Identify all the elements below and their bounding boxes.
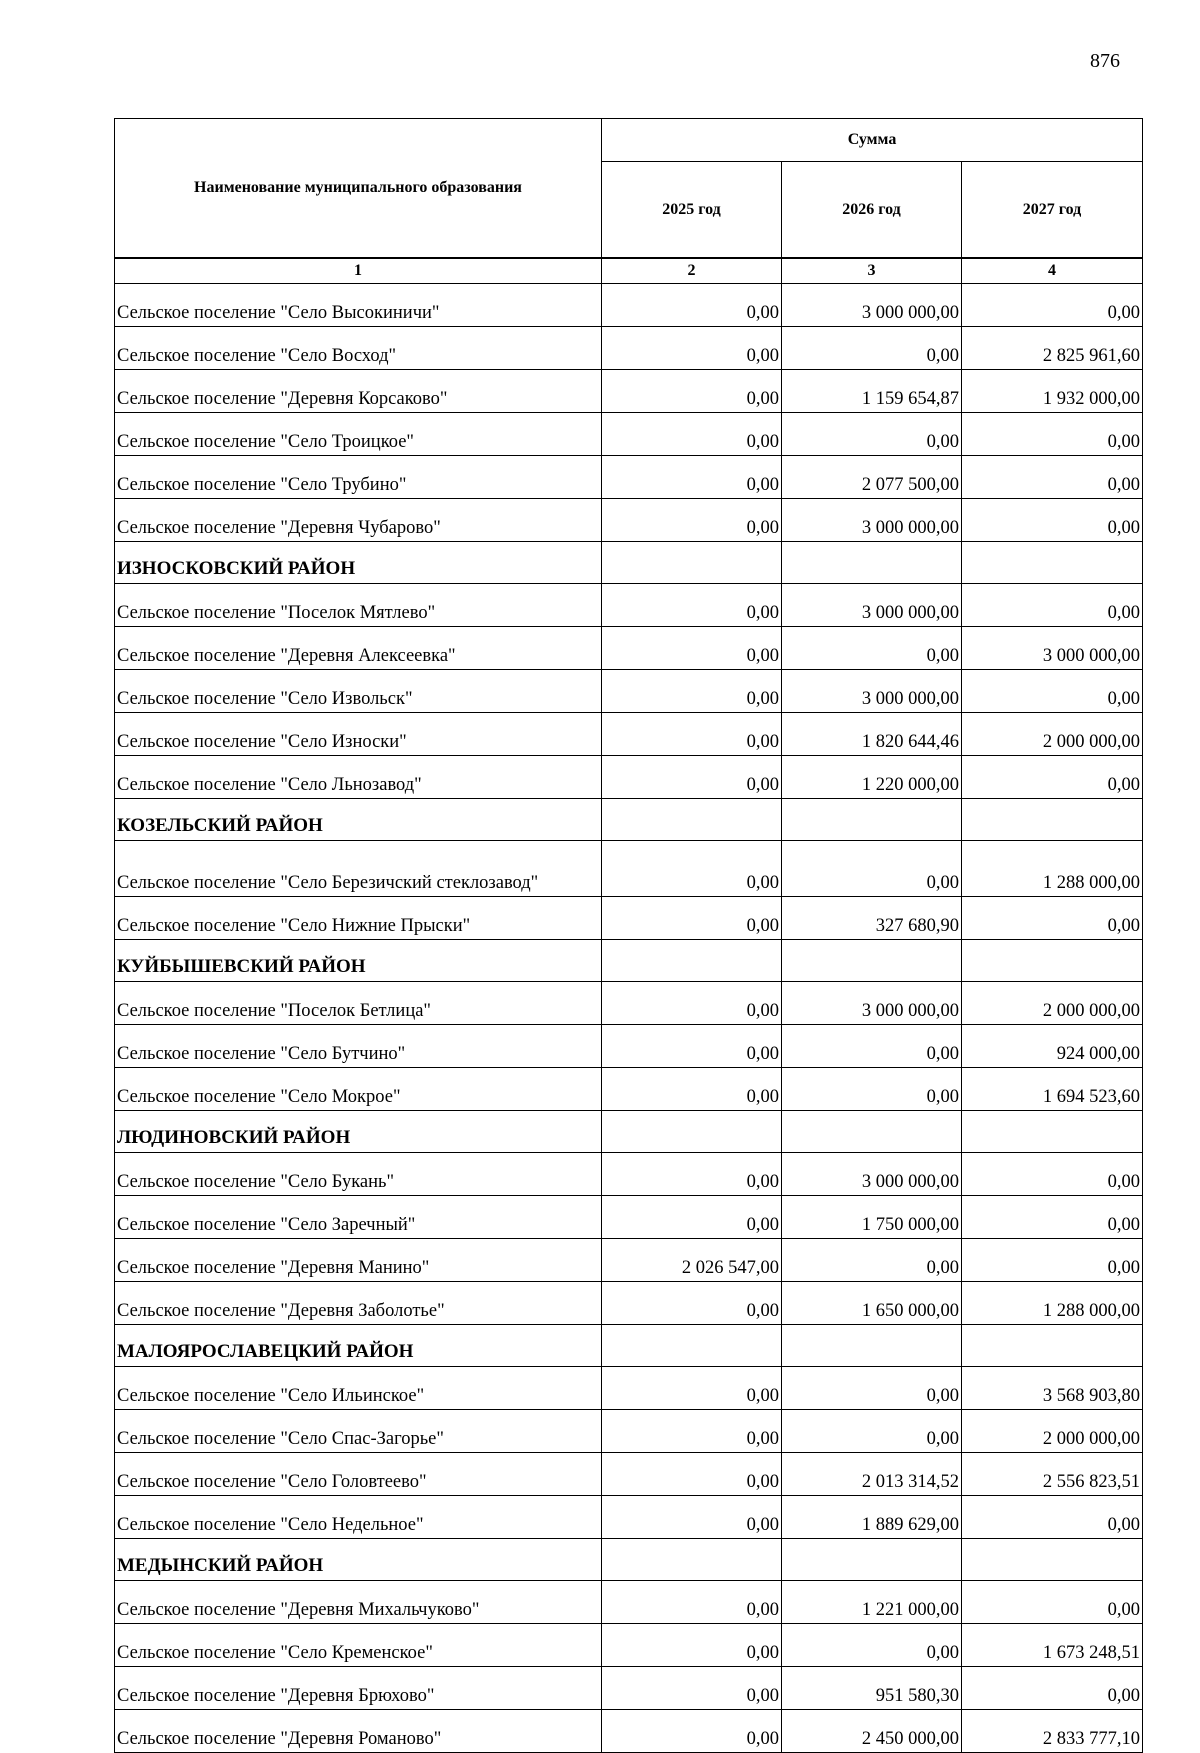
table-row <box>115 1153 1143 1196</box>
settlement-name: Сельское поселение "Село Извольск" <box>115 670 602 713</box>
table-row <box>115 327 1143 370</box>
empty-cell <box>782 1539 962 1581</box>
table-row <box>115 456 1143 499</box>
value-2026: 951 580,30 <box>782 1667 962 1710</box>
district-name: КОЗЕЛЬСКИЙ РАЙОН <box>115 799 602 841</box>
settlement-name: Сельское поселение "Село Спас-Загорье" <box>115 1410 602 1453</box>
table-row <box>115 713 1143 756</box>
value-2027: 0,00 <box>962 456 1143 499</box>
table-row <box>115 284 1143 327</box>
settlement-name: Сельское поселение "Поселок Бетлица" <box>115 982 602 1025</box>
value-2025: 0,00 <box>602 713 782 756</box>
empty-cell <box>962 940 1143 982</box>
value-2026: 3 000 000,00 <box>782 982 962 1025</box>
empty-cell <box>962 1539 1143 1581</box>
value-2026: 3 000 000,00 <box>782 670 962 713</box>
sum-header: Сумма <box>602 119 1143 162</box>
table-row <box>115 841 1143 897</box>
value-2027: 0,00 <box>962 284 1143 327</box>
district-row <box>115 799 1143 841</box>
empty-cell <box>962 1325 1143 1367</box>
table-row <box>115 1453 1143 1496</box>
table-row <box>115 756 1143 799</box>
value-2027: 1 288 000,00 <box>962 1282 1143 1325</box>
value-2025: 0,00 <box>602 627 782 670</box>
value-2027: 0,00 <box>962 1239 1143 1282</box>
settlement-name: Сельское поселение "Село Мокрое" <box>115 1068 602 1111</box>
value-2025: 0,00 <box>602 1624 782 1667</box>
settlement-name: Сельское поселение "Село Нижние Прыски" <box>115 897 602 940</box>
table-row <box>115 413 1143 456</box>
settlement-name: Сельское поселение "Село Льнозавод" <box>115 756 602 799</box>
value-2027: 0,00 <box>962 670 1143 713</box>
value-2025: 0,00 <box>602 1068 782 1111</box>
value-2026: 327 680,90 <box>782 897 962 940</box>
table-row <box>115 584 1143 627</box>
value-2025: 0,00 <box>602 1282 782 1325</box>
value-2025: 0,00 <box>602 499 782 542</box>
value-2027: 1 673 248,51 <box>962 1624 1143 1667</box>
value-2026: 1 750 000,00 <box>782 1196 962 1239</box>
district-row <box>115 542 1143 584</box>
value-2025: 0,00 <box>602 897 782 940</box>
value-2027: 2 000 000,00 <box>962 982 1143 1025</box>
empty-cell <box>602 799 782 841</box>
settlement-name: Сельское поселение "Село Кременское" <box>115 1624 602 1667</box>
settlement-name: Сельское поселение "Село Букань" <box>115 1153 602 1196</box>
empty-cell <box>782 1325 962 1367</box>
table-row <box>115 1367 1143 1410</box>
table-row <box>115 1581 1143 1624</box>
value-2027: 1 694 523,60 <box>962 1068 1143 1111</box>
value-2027: 0,00 <box>962 1196 1143 1239</box>
value-2025: 0,00 <box>602 327 782 370</box>
empty-cell <box>962 1111 1143 1153</box>
settlement-name: Сельское поселение "Деревня Чубарово" <box>115 499 602 542</box>
district-row <box>115 1111 1143 1153</box>
value-2025: 0,00 <box>602 370 782 413</box>
value-2026: 1 159 654,87 <box>782 370 962 413</box>
value-2025: 0,00 <box>602 413 782 456</box>
value-2027: 2 000 000,00 <box>962 713 1143 756</box>
value-2025: 0,00 <box>602 1196 782 1239</box>
table-row <box>115 1710 1143 1753</box>
value-2027: 2 825 961,60 <box>962 327 1143 370</box>
value-2027: 3 000 000,00 <box>962 627 1143 670</box>
district-name: МЕДЫНСКИЙ РАЙОН <box>115 1539 602 1581</box>
name-column-header: Наименование муниципального образования <box>115 119 602 259</box>
value-2027: 0,00 <box>962 756 1143 799</box>
value-2026: 0,00 <box>782 413 962 456</box>
settlement-name: Сельское поселение "Село Березичский стеклозавод" <box>115 841 602 897</box>
value-2025: 0,00 <box>602 982 782 1025</box>
value-2026: 3 000 000,00 <box>782 1153 962 1196</box>
value-2026: 3 000 000,00 <box>782 584 962 627</box>
table-row <box>115 1667 1143 1710</box>
value-2026: 0,00 <box>782 841 962 897</box>
district-name: ЛЮДИНОВСКИЙ РАЙОН <box>115 1111 602 1153</box>
district-name: МАЛОЯРОСЛАВЕЦКИЙ РАЙОН <box>115 1325 602 1367</box>
value-2026: 0,00 <box>782 1025 962 1068</box>
table-row <box>115 1196 1143 1239</box>
table-row <box>115 499 1143 542</box>
table-row <box>115 627 1143 670</box>
value-2025: 0,00 <box>602 670 782 713</box>
district-name: КУЙБЫШЕВСКИЙ РАЙОН <box>115 940 602 982</box>
table-row <box>115 670 1143 713</box>
district-row <box>115 1325 1143 1367</box>
settlement-name: Сельское поселение "Село Ильинское" <box>115 1367 602 1410</box>
value-2025: 0,00 <box>602 1581 782 1624</box>
empty-cell <box>782 799 962 841</box>
value-2027: 0,00 <box>962 1581 1143 1624</box>
value-2026: 1 650 000,00 <box>782 1282 962 1325</box>
value-2026: 0,00 <box>782 327 962 370</box>
page-number: 876 <box>1090 50 1120 72</box>
empty-cell <box>782 940 962 982</box>
value-2026: 2 450 000,00 <box>782 1710 962 1753</box>
value-2026: 1 220 000,00 <box>782 756 962 799</box>
year-2026-header: 2026 год <box>782 162 962 259</box>
value-2025: 0,00 <box>602 1710 782 1753</box>
value-2025: 0,00 <box>602 756 782 799</box>
value-2027: 0,00 <box>962 897 1143 940</box>
settlement-name: Сельское поселение "Деревня Брюхово" <box>115 1667 602 1710</box>
table-row <box>115 1624 1143 1667</box>
value-2027: 0,00 <box>962 499 1143 542</box>
table-row <box>115 1496 1143 1539</box>
empty-cell <box>602 542 782 584</box>
value-2025: 0,00 <box>602 1667 782 1710</box>
settlement-name: Сельское поселение "Село Недельное" <box>115 1496 602 1539</box>
value-2025: 0,00 <box>602 1496 782 1539</box>
value-2027: 2 556 823,51 <box>962 1453 1143 1496</box>
settlement-name: Сельское поселение "Село Головтеево" <box>115 1453 602 1496</box>
table-row <box>115 1068 1143 1111</box>
settlement-name: Сельское поселение "Деревня Михальчуково" <box>115 1581 602 1624</box>
value-2026: 0,00 <box>782 1410 962 1453</box>
settlement-name: Сельское поселение "Поселок Мятлево" <box>115 584 602 627</box>
column-number-3: 3 <box>782 258 962 284</box>
value-2026: 0,00 <box>782 1068 962 1111</box>
value-2025: 0,00 <box>602 456 782 499</box>
table-row <box>115 982 1143 1025</box>
settlement-name: Сельское поселение "Деревня Корсаково" <box>115 370 602 413</box>
column-number-4: 4 <box>962 258 1143 284</box>
value-2026: 3 000 000,00 <box>782 284 962 327</box>
year-2025-header: 2025 год <box>602 162 782 259</box>
value-2026: 0,00 <box>782 1239 962 1282</box>
value-2026: 1 820 644,46 <box>782 713 962 756</box>
table-body <box>115 284 1143 1753</box>
value-2027: 2 000 000,00 <box>962 1410 1143 1453</box>
value-2026: 2 077 500,00 <box>782 456 962 499</box>
empty-cell <box>782 1111 962 1153</box>
table-row <box>115 1025 1143 1068</box>
table-row <box>115 370 1143 413</box>
value-2027: 0,00 <box>962 1153 1143 1196</box>
value-2025: 0,00 <box>602 1153 782 1196</box>
settlement-name: Сельское поселение "Село Восход" <box>115 327 602 370</box>
value-2027: 924 000,00 <box>962 1025 1143 1068</box>
empty-cell <box>962 542 1143 584</box>
value-2025: 0,00 <box>602 1453 782 1496</box>
value-2026: 1 221 000,00 <box>782 1581 962 1624</box>
value-2025: 0,00 <box>602 1367 782 1410</box>
settlement-name: Сельское поселение "Село Троицкое" <box>115 413 602 456</box>
value-2026: 3 000 000,00 <box>782 499 962 542</box>
empty-cell <box>962 799 1143 841</box>
year-2027-header: 2027 год <box>962 162 1143 259</box>
settlement-name: Сельское поселение "Село Износки" <box>115 713 602 756</box>
empty-cell <box>602 1325 782 1367</box>
budget-table <box>114 118 1143 1753</box>
value-2027: 2 833 777,10 <box>962 1710 1143 1753</box>
settlement-name: Сельское поселение "Деревня Романово" <box>115 1710 602 1753</box>
district-name: ИЗНОСКОВСКИЙ РАЙОН <box>115 542 602 584</box>
table-row <box>115 897 1143 940</box>
settlement-name: Сельское поселение "Село Трубино" <box>115 456 602 499</box>
value-2027: 3 568 903,80 <box>962 1367 1143 1410</box>
column-number-2: 2 <box>602 258 782 284</box>
value-2025: 0,00 <box>602 841 782 897</box>
value-2026: 0,00 <box>782 627 962 670</box>
value-2026: 2 013 314,52 <box>782 1453 962 1496</box>
value-2025: 0,00 <box>602 584 782 627</box>
empty-cell <box>602 1111 782 1153</box>
district-row <box>115 1539 1143 1581</box>
value-2026: 0,00 <box>782 1624 962 1667</box>
table-row <box>115 1282 1143 1325</box>
empty-cell <box>602 1539 782 1581</box>
value-2027: 0,00 <box>962 1667 1143 1710</box>
settlement-name: Сельское поселение "Село Высокиничи" <box>115 284 602 327</box>
value-2026: 1 889 629,00 <box>782 1496 962 1539</box>
table-row <box>115 1410 1143 1453</box>
settlement-name: Сельское поселение "Село Заречный" <box>115 1196 602 1239</box>
empty-cell <box>602 940 782 982</box>
value-2025: 0,00 <box>602 284 782 327</box>
value-2027: 1 288 000,00 <box>962 841 1143 897</box>
value-2026: 0,00 <box>782 1367 962 1410</box>
value-2027: 0,00 <box>962 413 1143 456</box>
district-row <box>115 940 1143 982</box>
value-2025: 0,00 <box>602 1025 782 1068</box>
value-2027: 1 932 000,00 <box>962 370 1143 413</box>
table-row <box>115 1239 1143 1282</box>
settlement-name: Сельское поселение "Деревня Алексеевка" <box>115 627 602 670</box>
settlement-name: Сельское поселение "Деревня Заболотье" <box>115 1282 602 1325</box>
table-header <box>115 119 1143 284</box>
empty-cell <box>782 542 962 584</box>
value-2025: 2 026 547,00 <box>602 1239 782 1282</box>
column-number-1: 1 <box>115 258 602 284</box>
value-2027: 0,00 <box>962 584 1143 627</box>
settlement-name: Сельское поселение "Село Бутчино" <box>115 1025 602 1068</box>
value-2025: 0,00 <box>602 1410 782 1453</box>
value-2027: 0,00 <box>962 1496 1143 1539</box>
settlement-name: Сельское поселение "Деревня Манино" <box>115 1239 602 1282</box>
